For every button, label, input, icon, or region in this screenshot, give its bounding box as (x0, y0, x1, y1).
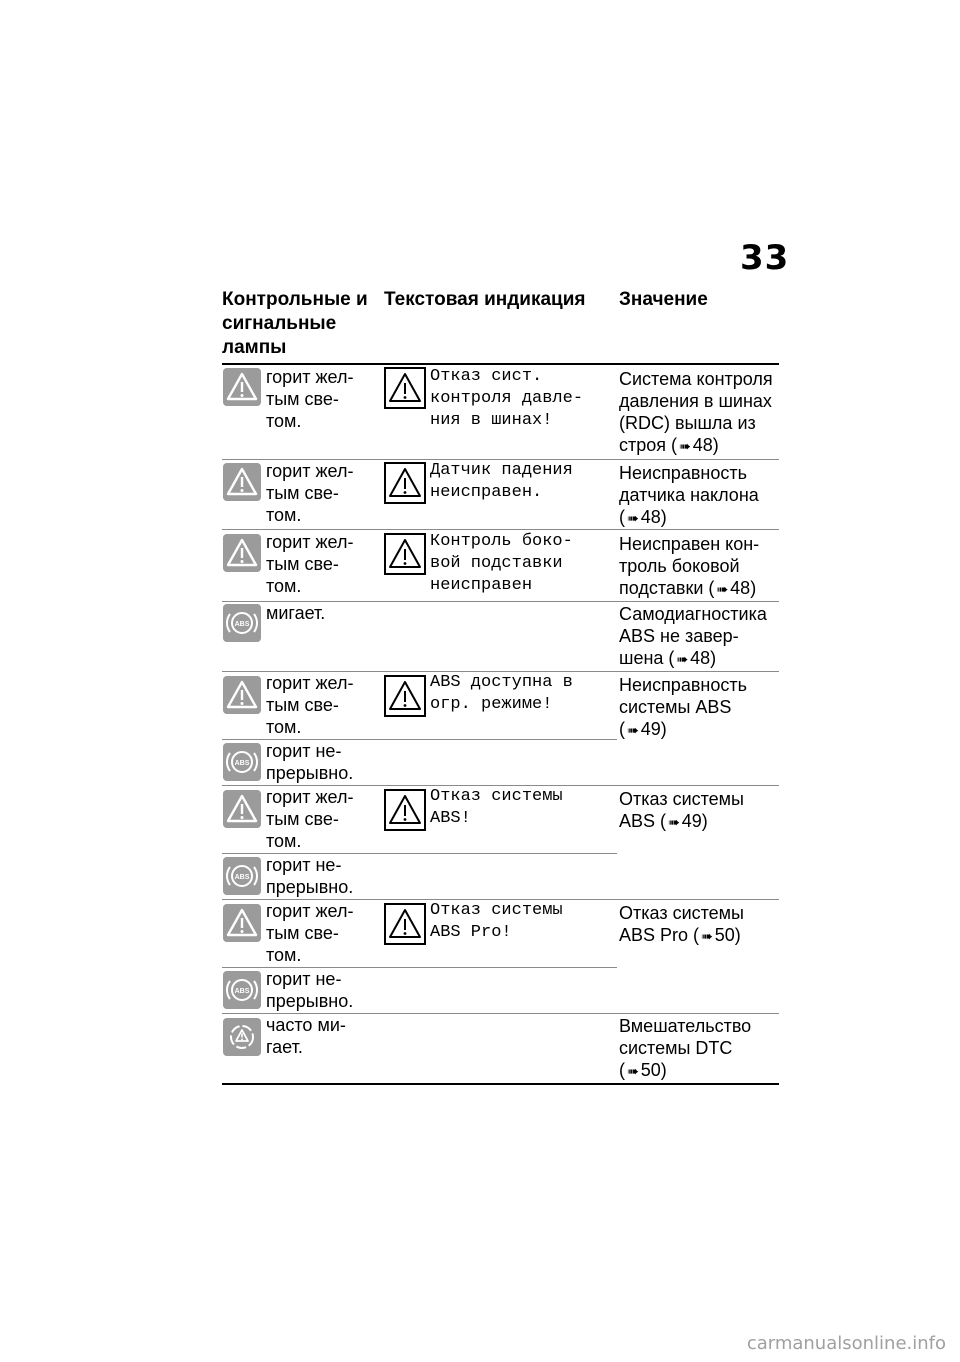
reference-arrow-icon: ➠ (716, 581, 729, 597)
abs-icon (223, 857, 261, 895)
table-bottom-rule (222, 1083, 779, 1085)
text-warning-triangle-icon (384, 675, 426, 717)
header-meaning: Значение (619, 289, 708, 310)
warning-triangle-icon (223, 790, 261, 828)
text-indication: Контроль боко- вой подставки неисправен (430, 532, 573, 595)
reference-arrow-icon: ➠ (676, 651, 689, 667)
page-ref: 48 (640, 507, 661, 527)
page-ref: 48 (692, 435, 713, 455)
page-ref: 49 (681, 811, 702, 831)
page-ref: 50 (640, 1060, 661, 1080)
reference-arrow-icon: ➠ (679, 438, 691, 454)
lamp-state: горит не- прерывно. (266, 969, 354, 1011)
lamp-state: горит жел- тым све- том. (266, 901, 354, 965)
text-indication: Датчик падения неисправен. (430, 461, 573, 502)
reference-arrow-icon: ➠ (627, 1063, 639, 1079)
meaning: Самодиагностика ABS не завер- шена ( ➠ 48) (619, 604, 767, 668)
text-indication: Отказ системы ABS Pro! (430, 901, 563, 942)
reference-arrow-icon: ➠ (627, 510, 639, 526)
meaning: Неисправность системы ABS ( ➠ 49) (619, 675, 747, 739)
abs-icon (223, 743, 261, 781)
warning-triangle-icon (223, 463, 261, 501)
lamp-state: горит жел- тым све- том. (266, 673, 354, 737)
meaning: Вмешательство системы DTC ( ➠ 50) (619, 1016, 752, 1080)
header-lamps: Контрольные и сигнальные лампы (222, 289, 368, 358)
warning-triangle-icon (223, 676, 261, 714)
lamp-state: горит не- прерывно. (266, 855, 354, 897)
page-ref: 49 (640, 719, 661, 739)
lamp-state: горит жел- тым све- том. (266, 461, 354, 525)
text-warning-triangle-icon (384, 789, 426, 831)
text-indication: Отказ сист. контроля давле- ния в шинах! (430, 367, 584, 430)
meaning: Отказ системы ABS Pro ( ➠ 50) (619, 903, 744, 945)
meaning: Система контроля давления в шинах (RDC) вышла из строя ( ➠ 48) (619, 369, 773, 455)
meaning: Отказ системы ABS ( ➠ 49) (619, 789, 744, 831)
reference-arrow-icon: ➠ (668, 814, 680, 830)
text-indication: Отказ системы ABS! (430, 787, 563, 828)
meaning: Неисправность датчика наклона ( ➠ 48) (619, 463, 759, 527)
reference-arrow-icon: ➠ (627, 722, 639, 738)
text-warning-triangle-icon (384, 462, 426, 504)
lamp-state: горит не- прерывно. (266, 741, 354, 783)
page-number: 33 (740, 238, 790, 278)
page-ref: 50 (714, 925, 735, 945)
warning-triangle-icon (223, 904, 261, 942)
lamp-state: горит жел- тым све- том. (266, 787, 354, 851)
meaning: Неисправен кон- троль боковой подставки ( ➠ 48) (619, 534, 760, 598)
lamp-state: мигает. (266, 603, 326, 623)
warning-triangle-icon (223, 368, 261, 406)
text-indication: ABS доступна в огр. режиме! (430, 673, 573, 714)
text-warning-triangle-icon (384, 903, 426, 945)
table-header-divider (222, 363, 779, 365)
row-divider (222, 529, 779, 530)
watermark-footer: carmanualsonline.info (746, 1333, 946, 1354)
warning-triangle-icon (223, 534, 261, 572)
reference-arrow-icon: ➠ (701, 928, 713, 944)
text-warning-triangle-icon (384, 367, 426, 409)
text-warning-triangle-icon (384, 533, 426, 575)
lamp-state: горит жел- тым све- том. (266, 532, 354, 596)
lamp-state: часто ми- гает. (266, 1015, 346, 1057)
abs-icon (223, 971, 261, 1009)
page-ref: 48 (730, 578, 751, 598)
dtc-icon (223, 1018, 261, 1056)
page-ref: 48 (690, 648, 711, 668)
lamp-state: горит жел- тым све- том. (266, 367, 354, 431)
abs-icon (223, 604, 261, 642)
header-text-indication: Текстовая индикация (384, 289, 586, 310)
